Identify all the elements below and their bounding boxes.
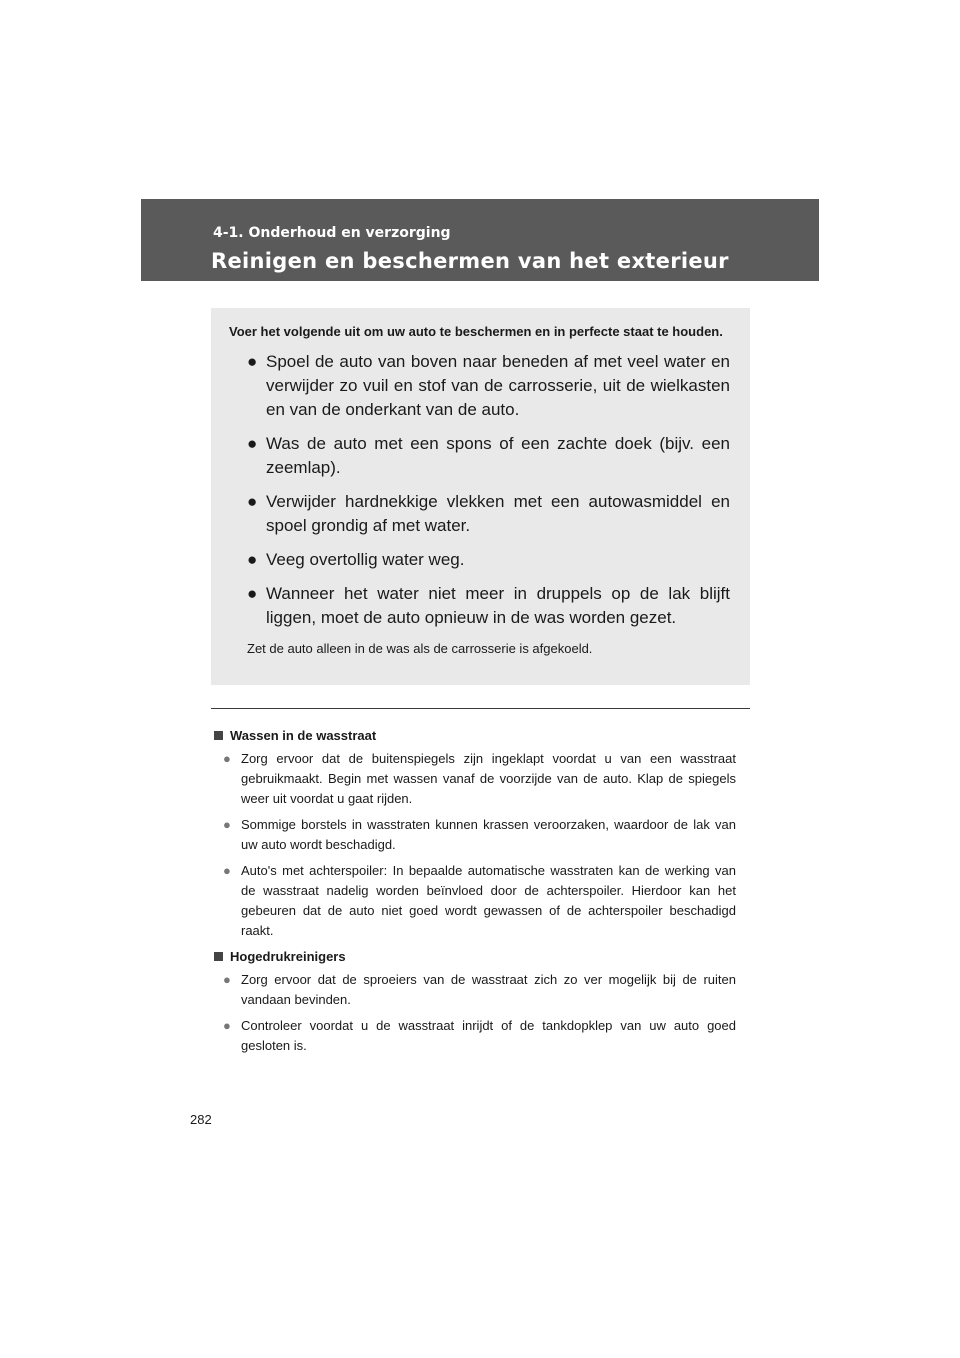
chapter-header [141, 199, 819, 281]
section-label: 4-1. Onderhoud en verzorging [213, 225, 451, 241]
subsection-car-wash [214, 726, 736, 941]
page-title: Reinigen en beschermen van het exterieur [211, 249, 729, 273]
bullet-icon: ● [247, 584, 258, 603]
bullet-icon: ● [247, 550, 258, 569]
list-item-text: Zorg ervoor dat de buitenspiegels zijn ingeklapt voordat u van een wasstraat gebruikmaakt. Begin met wassen vanaf de voorzijde van de auto. Klap de spiegels weer uit voordat u gaat rijden. [241, 751, 736, 806]
bullet-icon: ● [223, 972, 231, 987]
subsection-heading-text: Hogedrukreinigers [230, 949, 346, 964]
intro-text: Voer het volgende uit om uw auto te beschermen en in perfecte staat te houden. [229, 324, 723, 339]
bullet-icon: ● [247, 434, 258, 453]
subsection-list [214, 970, 736, 1056]
list-item-text: Sommige borstels in wasstraten kunnen krassen veroorzaken, waardoor de lak van uw auto wordt beschadigd. [241, 817, 736, 852]
square-bullet-icon [214, 731, 223, 740]
intro-item-text: Wanneer het water niet meer in druppels op de lak blijft liggen, moet de auto opnieuw in de was worden gezet. [266, 584, 730, 627]
intro-item [229, 350, 730, 422]
intro-item-text: Was de auto met een spons of een zachte doek (bijv. een zeemlap). [266, 434, 730, 477]
main-content [214, 726, 736, 1062]
list-item [214, 749, 736, 809]
intro-box [211, 308, 750, 685]
bullet-icon: ● [247, 492, 258, 511]
section-divider [211, 708, 750, 709]
subsection-heading-text: Wassen in de wasstraat [230, 728, 377, 743]
intro-item-text: Spoel de auto van boven naar beneden af met veel water en verwijder zo vuil en stof van de carrosserie, uit de wielkasten en van de onderkant van de auto. [266, 352, 730, 419]
intro-item-text: Veeg overtollig water weg. [266, 550, 465, 569]
bullet-icon: ● [223, 817, 231, 832]
list-item [214, 815, 736, 855]
bullet-icon: ● [223, 1018, 231, 1033]
bullet-icon: ● [223, 751, 231, 766]
intro-item-text: Verwijder hardnekkige vlekken met een autowasmiddel en spoel grondig af met water. [266, 492, 730, 535]
subsection-heading [214, 947, 736, 967]
intro-item [229, 490, 730, 538]
list-item-text: Zorg ervoor dat de sproeiers van de wasstraat zich zo ver mogelijk bij de ruiten vandaan bevinden. [241, 972, 736, 1007]
subsection-heading [214, 726, 736, 746]
intro-list [229, 350, 730, 630]
intro-item [229, 432, 730, 480]
list-item-text: Auto's met achterspoiler: In bepaalde automatische wasstraten kan de werking van de wasstraat nadelig worden beïnvloed door de achterspoiler. Hierdoor kan het gebeuren dat de auto niet goed wordt gewassen of de achterspoiler beschadigd raakt. [241, 863, 736, 938]
page-number: 282 [190, 1112, 212, 1127]
bullet-icon: ● [223, 863, 231, 878]
list-item [214, 861, 736, 941]
list-item [214, 970, 736, 1010]
intro-note: Zet de auto alleen in de was als de carrosserie is afgekoeld. [247, 641, 593, 656]
subsection-list [214, 749, 736, 941]
intro-item [229, 582, 730, 630]
bullet-icon: ● [247, 352, 258, 371]
subsection-pressure-washers [214, 947, 736, 1056]
list-item-text: Controleer voordat u de wasstraat inrijdt of de tankdopklep van uw auto goed gesloten is. [241, 1018, 736, 1053]
list-item [214, 1016, 736, 1056]
square-bullet-icon [214, 952, 223, 961]
intro-item [229, 548, 730, 572]
